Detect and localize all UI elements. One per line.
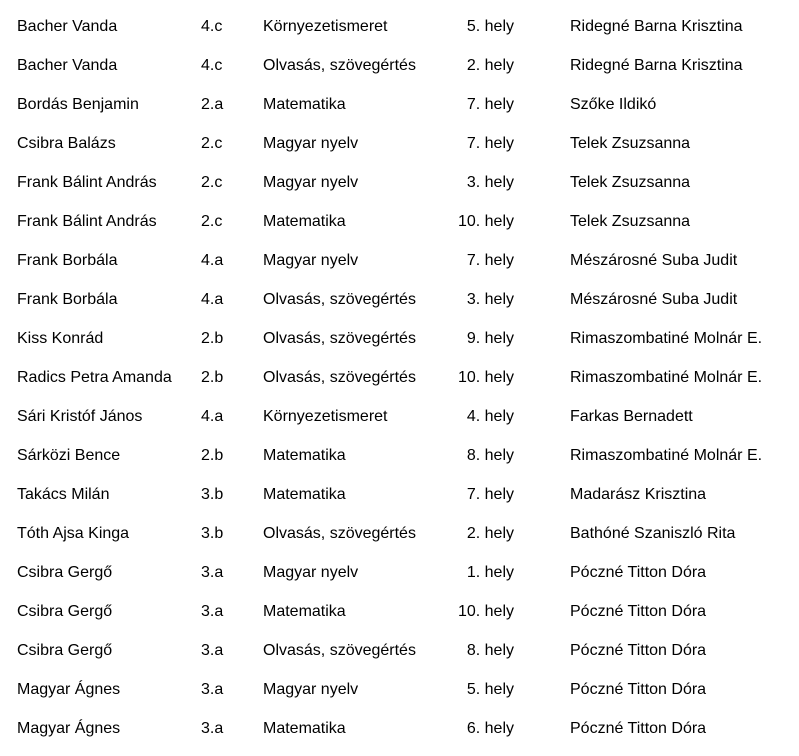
teacher-name: Ridegné Barna Krisztina (570, 18, 743, 35)
subject-label: Magyar nyelv (263, 135, 359, 152)
table-row (0, 203, 799, 242)
placement-label: 3. hely (466, 291, 514, 308)
placement-label: 7. hely (466, 96, 514, 113)
subject-label: Matematika (263, 447, 346, 464)
table-row (0, 8, 799, 47)
placement-label: 8. hely (466, 447, 514, 464)
placement-label: 7. hely (466, 252, 514, 269)
results-table (0, 8, 799, 749)
class-label: 2.c (201, 174, 223, 191)
student-name: Magyar Ágnes (17, 720, 121, 737)
teacher-name: Telek Zsuzsanna (570, 174, 691, 191)
placement-label: 3. hely (466, 174, 514, 191)
class-label: 3.b (201, 486, 224, 503)
class-label: 3.a (201, 564, 224, 581)
subject-label: Környezetismeret (263, 408, 388, 425)
table-row (0, 281, 799, 320)
student-name: Csibra Gergő (17, 603, 113, 620)
class-label: 3.a (201, 720, 224, 737)
class-label: 2.b (201, 330, 224, 347)
table-row (0, 242, 799, 281)
placement-label: 8. hely (466, 642, 514, 659)
placement-label: 5. hely (466, 18, 514, 35)
teacher-name: Mészárosné Suba Judit (570, 252, 738, 269)
subject-label: Olvasás, szövegértés (263, 57, 416, 74)
student-name: Sárközi Bence (17, 447, 121, 464)
subject-label: Matematika (263, 720, 346, 737)
class-label: 2.c (201, 135, 223, 152)
placement-label: 10. hely (457, 603, 514, 620)
class-label: 4.a (201, 408, 224, 425)
teacher-name: Rimaszombatiné Molnár E. (570, 447, 763, 464)
table-row (0, 320, 799, 359)
table-row (0, 125, 799, 164)
subject-label: Magyar nyelv (263, 252, 359, 269)
subject-label: Olvasás, szövegértés (263, 330, 416, 347)
teacher-name: Póczné Titton Dóra (570, 720, 707, 737)
class-label: 4.c (201, 57, 223, 74)
placement-label: 4. hely (466, 408, 514, 425)
subject-label: Matematika (263, 96, 346, 113)
class-label: 4.c (201, 18, 223, 35)
table-row (0, 671, 799, 710)
table-row (0, 47, 799, 86)
teacher-name: Rimaszombatiné Molnár E. (570, 330, 763, 347)
placement-label: 2. hely (466, 525, 514, 542)
table-row (0, 632, 799, 671)
table-row (0, 398, 799, 437)
subject-label: Olvasás, szövegértés (263, 642, 416, 659)
table-row (0, 437, 799, 476)
student-name: Frank Bálint András (17, 213, 157, 230)
table-row (0, 359, 799, 398)
table-row (0, 476, 799, 515)
class-label: 2.b (201, 369, 224, 386)
student-name: Tóth Ajsa Kinga (17, 525, 130, 542)
teacher-name: Farkas Bernadett (570, 408, 693, 425)
subject-label: Magyar nyelv (263, 681, 359, 698)
teacher-name: Madarász Krisztina (570, 486, 707, 503)
student-name: Bacher Vanda (17, 57, 118, 74)
teacher-name: Bathóné Szaniszló Rita (570, 525, 736, 542)
teacher-name: Rimaszombatiné Molnár E. (570, 369, 763, 386)
table-row (0, 515, 799, 554)
teacher-name: Póczné Titton Dóra (570, 603, 707, 620)
placement-label: 7. hely (466, 486, 514, 503)
placement-label: 9. hely (466, 330, 514, 347)
student-name: Kiss Konrád (17, 330, 104, 347)
subject-label: Olvasás, szövegértés (263, 291, 416, 308)
student-name: Frank Borbála (17, 252, 118, 269)
student-name: Csibra Gergő (17, 564, 113, 581)
class-label: 2.a (201, 96, 224, 113)
subject-label: Olvasás, szövegértés (263, 369, 416, 386)
student-name: Takács Milán (17, 486, 110, 503)
table-row (0, 593, 799, 632)
subject-label: Matematika (263, 603, 346, 620)
teacher-name: Szőke Ildikó (570, 96, 657, 113)
student-name: Radics Petra Amanda (17, 369, 172, 386)
teacher-name: Póczné Titton Dóra (570, 564, 707, 581)
subject-label: Olvasás, szövegértés (263, 525, 416, 542)
teacher-name: Mészárosné Suba Judit (570, 291, 738, 308)
class-label: 3.a (201, 642, 224, 659)
table-row (0, 86, 799, 125)
table-row (0, 710, 799, 749)
teacher-name: Telek Zsuzsanna (570, 135, 691, 152)
teacher-name: Póczné Titton Dóra (570, 681, 707, 698)
subject-label: Matematika (263, 213, 346, 230)
student-name: Csibra Gergő (17, 642, 113, 659)
class-label: 4.a (201, 291, 224, 308)
class-label: 3.a (201, 603, 224, 620)
student-name: Frank Borbála (17, 291, 118, 308)
class-label: 3.b (201, 525, 224, 542)
placement-label: 2. hely (466, 57, 514, 74)
placement-label: 10. hely (457, 213, 514, 230)
class-label: 3.a (201, 681, 224, 698)
placement-label: 1. hely (466, 564, 514, 581)
class-label: 2.c (201, 213, 223, 230)
student-name: Csibra Balázs (17, 135, 116, 152)
teacher-name: Ridegné Barna Krisztina (570, 57, 743, 74)
student-name: Bacher Vanda (17, 18, 118, 35)
placement-label: 10. hely (457, 369, 514, 386)
subject-label: Magyar nyelv (263, 564, 359, 581)
student-name: Bordás Benjamin (17, 96, 139, 113)
student-name: Sári Kristóf János (17, 408, 143, 425)
placement-label: 7. hely (466, 135, 514, 152)
student-name: Frank Bálint András (17, 174, 157, 191)
teacher-name: Telek Zsuzsanna (570, 213, 691, 230)
teacher-name: Póczné Titton Dóra (570, 642, 707, 659)
subject-label: Matematika (263, 486, 346, 503)
subject-label: Környezetismeret (263, 18, 388, 35)
placement-label: 5. hely (466, 681, 514, 698)
table-row (0, 554, 799, 593)
student-name: Magyar Ágnes (17, 681, 121, 698)
class-label: 4.a (201, 252, 224, 269)
subject-label: Magyar nyelv (263, 174, 359, 191)
placement-label: 6. hely (466, 720, 514, 737)
table-row (0, 164, 799, 203)
class-label: 2.b (201, 447, 224, 464)
